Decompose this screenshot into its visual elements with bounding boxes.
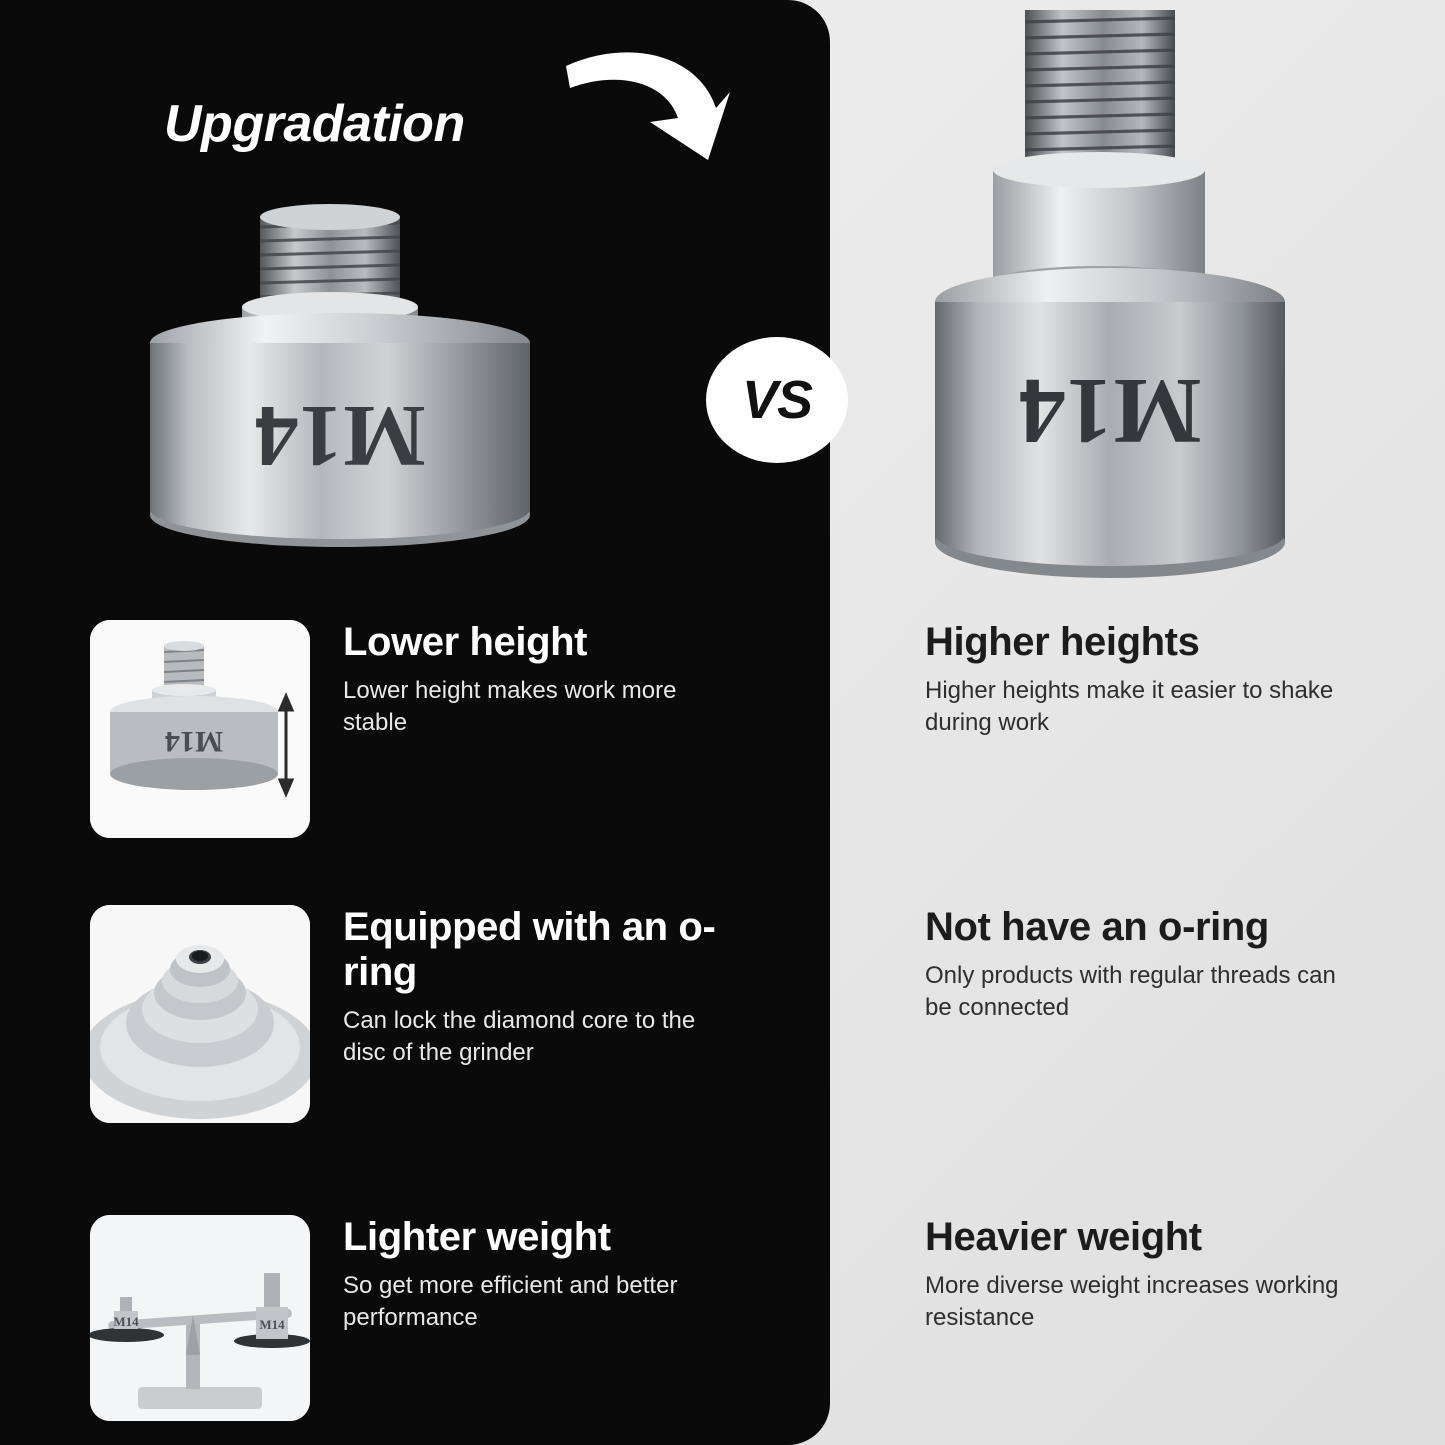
height-measure-thumbnail — [90, 620, 310, 838]
vs-label: VS — [741, 370, 813, 430]
feature-desc-left-1: Lower height makes work more stable — [343, 676, 677, 737]
feature-title-left-2: Equipped with an o-ring — [343, 905, 716, 994]
feature-title-right-3: Heavier weight — [925, 1215, 1202, 1259]
feature-text-left-3 — [343, 1215, 733, 1335]
feature-title-left-3: Lighter weight — [343, 1215, 611, 1259]
feature-title-right-1: Higher heights — [925, 620, 1200, 664]
headline-block — [150, 48, 730, 178]
feature-title-left-1: Lower height — [343, 620, 588, 664]
balance-scale-thumbnail — [90, 1215, 310, 1421]
page-title: Upgradation — [164, 95, 465, 153]
svg-text:M14: M14 — [164, 725, 224, 758]
hero-right-engraving: M14 — [1018, 359, 1202, 463]
feature-row-right-1 — [925, 620, 1355, 740]
curved-arrow-icon — [558, 48, 733, 188]
feature-row-right-3 — [925, 1215, 1355, 1335]
feature-desc-right-3: More diverse weight increases working resistance — [925, 1271, 1339, 1332]
hero-image-upgraded — [150, 195, 580, 555]
svg-text:M14: M14 — [259, 1317, 285, 1332]
feature-text-left-2 — [343, 905, 733, 1069]
vs-badge — [706, 337, 848, 463]
hero-image-competitor — [905, 10, 1335, 590]
feature-text-left-1 — [343, 620, 733, 740]
hero-left-engraving: M14 — [254, 387, 426, 484]
feature-desc-left-3: So get more efficient and better performance — [343, 1271, 678, 1332]
feature-desc-right-1: Higher heights make it easier to shake during work — [925, 676, 1334, 737]
feature-desc-left-2: Can lock the diamond core to the disc of the grinder — [343, 1006, 696, 1066]
svg-text:M14: M14 — [113, 1314, 139, 1329]
o-ring-closeup-thumbnail — [90, 905, 310, 1123]
feature-title-right-2: Not have an o-ring — [925, 905, 1269, 949]
feature-row-right-2 — [925, 905, 1355, 1025]
feature-desc-right-2: Only products with regular threads can be connected — [925, 961, 1336, 1022]
